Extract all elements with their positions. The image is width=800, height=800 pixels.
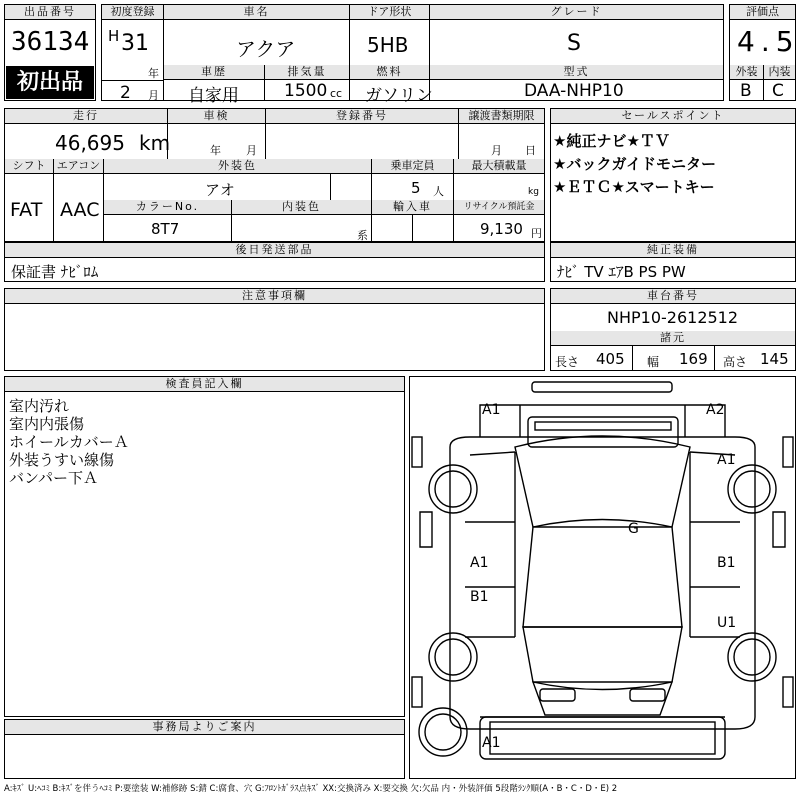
- car-name-value: アクア: [236, 37, 296, 61]
- model-value: DAA-NHP10: [524, 81, 624, 101]
- genuine-eq-label: 純正装備: [551, 243, 795, 258]
- inspector-line-2: 室内内張傷: [9, 415, 85, 433]
- ext-score-label: 外装: [730, 65, 763, 80]
- length-label: 長さ: [555, 355, 580, 369]
- mark-right-rear-door: U1: [717, 615, 737, 631]
- int-color-label: 内装色: [231, 200, 371, 215]
- transfer-month-unit: 月: [491, 144, 502, 157]
- inspector-line-4: 外装うすい線傷: [9, 451, 115, 469]
- capacity-value: 5: [411, 179, 421, 197]
- sales-point-3: ★ＥＴＣ★スマートキー: [553, 178, 715, 196]
- chassis-label: 車台番号: [551, 289, 795, 304]
- mark-front-left: A1: [482, 402, 501, 418]
- mileage-label: 走行: [5, 109, 167, 124]
- later-parts-value: 保証書 ﾅﾋﾞﾛﾑ: [11, 263, 99, 281]
- notes-label: 注意事項欄: [5, 289, 544, 304]
- score-label: 評価点: [730, 5, 795, 20]
- sales-points-box: [550, 108, 796, 242]
- sales-point-2: ★バックガイドモニター: [553, 155, 716, 173]
- mark-left-front-door: A1: [470, 555, 489, 571]
- recycle-label: リサイクル預託金: [453, 200, 544, 215]
- score-value: 4.5: [737, 25, 800, 58]
- int-score: C: [772, 81, 784, 101]
- inspection-month-unit: 月: [246, 144, 257, 157]
- int-color-unit: 系: [357, 229, 368, 242]
- car-diagram: [410, 377, 795, 778]
- displacement-value: 1500: [284, 81, 328, 101]
- mark-rear: A1: [482, 735, 501, 751]
- color-no-value: 8T7: [151, 220, 180, 238]
- max-load-unit: kg: [528, 187, 539, 197]
- displacement-unit: cc: [330, 87, 343, 100]
- first-reg-box: [101, 4, 164, 101]
- first-reg-label: 初度登録: [102, 5, 163, 20]
- inspector-label: 検査員記入欄: [5, 377, 404, 392]
- month-unit: 月: [148, 89, 159, 102]
- mileage-unit: km: [139, 131, 171, 155]
- transfer-day-unit: 日: [525, 144, 536, 157]
- dims-label: 諸元: [551, 331, 795, 346]
- car-name-label: 車名: [164, 5, 349, 20]
- door-value: 5HB: [367, 33, 409, 57]
- inspector-line-3: ホイールカバーＡ: [9, 433, 129, 451]
- mark-front-right: A2: [706, 402, 725, 418]
- ext-color-value: アオ: [205, 181, 235, 199]
- max-load-label: 最大積載量: [453, 159, 544, 174]
- reg-year: 31: [121, 31, 149, 56]
- year-unit: 年: [148, 67, 159, 80]
- inspector-line-5: バンパー下Ａ: [9, 469, 98, 487]
- history-label: 車歴: [164, 65, 264, 80]
- legend-text: A:ｷｽﾞ U:ﾍｺﾐ B:ｷｽﾞを伴うﾍｺﾐ P:要塗装 W:補修跡 S:錆 C:腐食、穴 G:ﾌﾛﾝﾄｶﾞﾗｽ点ｷｽﾞ XX:交換済み X:要交換 欠:欠品 内・外装評価 5段階ﾗﾝｸ順(A・B・C・D・E) 2: [4, 784, 618, 794]
- lot-number: 36134: [11, 27, 90, 57]
- displacement-label: 排気量: [264, 65, 349, 80]
- fuel-value: ガソリン: [365, 86, 433, 106]
- lot-label: 出品番号: [5, 5, 95, 20]
- first-listing-badge: 初出品: [6, 66, 94, 99]
- reg-no-label: 登録番号: [265, 109, 458, 124]
- car-diagram-box: [409, 376, 796, 779]
- length-value: 405: [596, 350, 625, 368]
- mark-right-front: A1: [717, 452, 736, 468]
- mark-left-rear-door: B1: [470, 589, 489, 605]
- ext-color-label: 外装色: [103, 159, 371, 174]
- notes-box: [4, 288, 545, 371]
- reg-month: 2: [120, 83, 131, 103]
- genuine-eq-value: ﾅﾋﾞ TV ｴｱB PS PW: [557, 263, 686, 281]
- capacity-label: 乗車定員: [371, 159, 453, 174]
- shift-value: FAT: [10, 199, 43, 221]
- mark-right-front-door: B1: [717, 555, 736, 571]
- width-label: 幅: [647, 355, 660, 369]
- spec-row-box: [163, 4, 724, 106]
- ext-score: B: [740, 81, 752, 101]
- import-label: 輸入車: [371, 200, 453, 215]
- height-value: 145: [760, 350, 789, 368]
- chassis-value: NHP10-2612512: [607, 308, 739, 327]
- middle-box: [4, 108, 545, 242]
- sales-point-1: ★純正ナビ★ＴＶ: [553, 132, 670, 150]
- later-parts-label: 後日発送部品: [5, 243, 544, 258]
- chassis-box: [550, 288, 796, 371]
- height-label: 高さ: [723, 355, 748, 369]
- inspector-line-1: 室内汚れ: [9, 397, 70, 415]
- recycle-unit: 円: [531, 227, 542, 240]
- fuel-label: 燃料: [349, 65, 429, 80]
- width-value: 169: [679, 350, 708, 368]
- genuine-eq-box: [550, 242, 796, 282]
- later-parts-box: [4, 242, 545, 282]
- era: H: [108, 27, 120, 45]
- office-label: 事務局よりご案内: [5, 720, 404, 735]
- office-box: [4, 719, 405, 779]
- grade-value: S: [567, 31, 581, 56]
- inspector-box: [4, 376, 405, 717]
- mileage-value: 46,695: [55, 131, 125, 155]
- sales-points-label: セールスポイント: [551, 109, 795, 124]
- shift-label: シフト: [5, 159, 53, 174]
- aircon-value: AAC: [60, 199, 100, 221]
- mark-roof: G: [628, 521, 639, 537]
- score-box: [729, 4, 800, 101]
- inspection-label: 車検: [167, 109, 265, 124]
- grade-label: グレード: [429, 5, 723, 20]
- transfer-label: 譲渡書類期限: [458, 109, 544, 124]
- capacity-unit: 人: [433, 185, 444, 198]
- history-value: 自家用: [188, 86, 239, 106]
- int-score-label: 内装: [763, 65, 795, 80]
- model-label: 型式: [429, 65, 723, 80]
- inspection-year-unit: 年: [210, 144, 221, 157]
- door-label: ドア形状: [349, 5, 429, 20]
- color-no-label: カラーNo.: [103, 200, 231, 215]
- recycle-value: 9,130: [480, 220, 523, 238]
- aircon-label: エアコン: [53, 159, 103, 174]
